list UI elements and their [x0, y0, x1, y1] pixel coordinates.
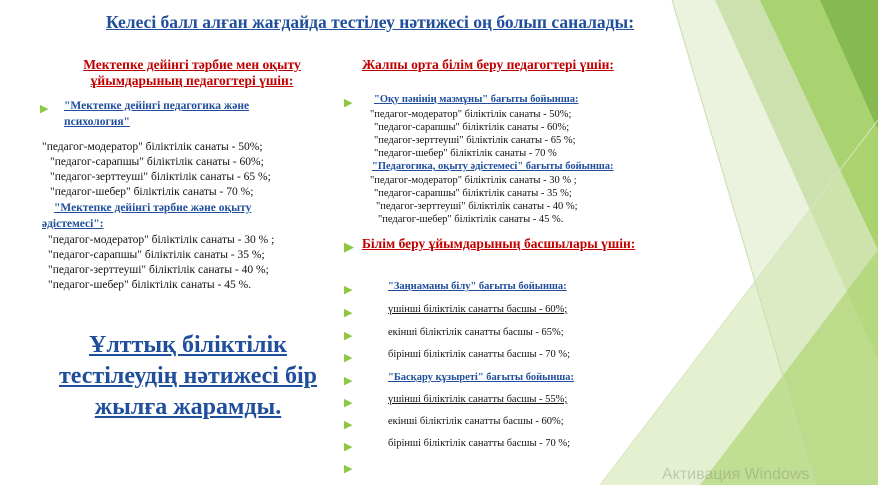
- left-section-2: "Мектепке дейінгі тәрбие және оқыту әдістемесі":: [42, 202, 252, 230]
- right-heading: Жалпы орта білім беру педагогтері үшін:: [362, 57, 614, 72]
- right-section-2: "Педагогика, оқыту әдістемесі" бағыты бойынша:: [372, 161, 614, 172]
- bullet-arrow-icon: ▶: [344, 329, 353, 342]
- right-section-4: "Басқару құзыреті" бағыты бойынша:: [388, 372, 575, 383]
- bullet-arrow-icon: ▶: [344, 418, 353, 431]
- bullet-arrow-icon: ▶: [344, 283, 353, 296]
- bullet-arrow-icon: ▶: [344, 396, 353, 409]
- right-line-2-4: "педагог-шебер" біліктілік санаты - 45 %.: [378, 214, 564, 225]
- right-line-4-2: екінші біліктілік санатты басшы - 60%;: [388, 416, 564, 427]
- right-section-1: "Оқу пәнінің мазмұны" бағыты бойынша:: [374, 94, 579, 105]
- validity-note: Ұлттық біліктілік тестілеудің нәтижесі бір жылға жарамды.: [59, 332, 317, 420]
- right-line-4-1: үшінші біліктілік санатты басшы - 55%;: [388, 394, 568, 405]
- left-line-2-2: "педагог-сарапшы" біліктілік санаты - 35 %;: [48, 249, 265, 261]
- left-line-1-3: "педагог-зерттеуші" біліктілік санаты - 65 %;: [50, 171, 271, 183]
- bullet-arrow-icon: ▶: [344, 351, 353, 364]
- left-line-1-2: "педагог-сарапшы" біліктілік санаты - 60%;: [50, 156, 264, 168]
- left-section-1: "Мектепке дейінгі педагогика және психология": [64, 100, 250, 128]
- left-line-1-1: "педагог-модератор" біліктілік санаты - 50%;: [42, 141, 263, 153]
- left-heading: Мектепке дейінгі тәрбие мен оқыту ұйымдарының педагогтері үшін:: [83, 57, 301, 88]
- left-line-2-3: "педагог-зерттеуші" біліктілік санаты - 40 %;: [48, 264, 269, 276]
- bullet-arrow-icon: ▶: [344, 240, 354, 255]
- bullet-arrow-icon: ▶: [344, 440, 353, 453]
- bullet-arrow-icon: ▶: [344, 462, 353, 475]
- bullet-arrow-icon: ▶: [344, 374, 353, 387]
- right-line-1-1: "педагог-модератор" біліктілік санаты - 50%;: [370, 109, 572, 120]
- right-line-3-2: екінші біліктілік санатты басшы - 65%;: [388, 327, 564, 338]
- right-line-4-3: бірінші біліктілік санатты басшы - 70 %;: [388, 438, 571, 449]
- right-line-2-2: "педагог-сарапшы" біліктілік санаты - 35 %;: [374, 188, 572, 199]
- left-line-1-4: "педагог-шебер" біліктілік санаты - 70 %;: [50, 186, 254, 198]
- bullet-arrow-icon: ▶: [344, 306, 353, 319]
- right-heading-2: Білім беру ұйымдарының басшылары үшін:: [362, 236, 636, 251]
- slide-title: Келесі балл алған жағдайда тестілеу нәтижесі оң болып саналады:: [105, 12, 635, 32]
- left-line-2-1: "педагог-модератор" біліктілік санаты - 30 % ;: [48, 234, 275, 246]
- right-line-2-1: "педагог-модератор" біліктілік санаты - 30 % ;: [370, 175, 577, 186]
- right-section-3: "Заңнаманы білу" бағыты бойынша:: [388, 281, 567, 292]
- right-line-1-3: "педагог-зерттеуші" біліктілік санаты - 65 %;: [374, 135, 576, 146]
- right-line-1-4: "педагог-шебер" біліктілік санаты - 70 %: [374, 148, 557, 159]
- right-line-3-1: үшінші біліктілік санатты басшы - 60%;: [388, 304, 568, 315]
- bullet-arrow-icon: ▶: [40, 102, 49, 115]
- left-line-2-4: "педагог-шебер" біліктілік санаты - 45 %.: [48, 279, 252, 291]
- windows-activation-watermark: Активация Windows: [662, 466, 810, 483]
- bullet-arrow-icon: ▶: [344, 96, 353, 109]
- right-line-3-3: бірінші біліктілік санатты басшы - 70 %;: [388, 349, 571, 360]
- right-line-1-2: "педагог-сарапшы" біліктілік санаты - 60%;: [374, 122, 570, 133]
- right-line-2-3: "педагог-зерттеуші" біліктілік санаты - 40 %;: [376, 201, 578, 212]
